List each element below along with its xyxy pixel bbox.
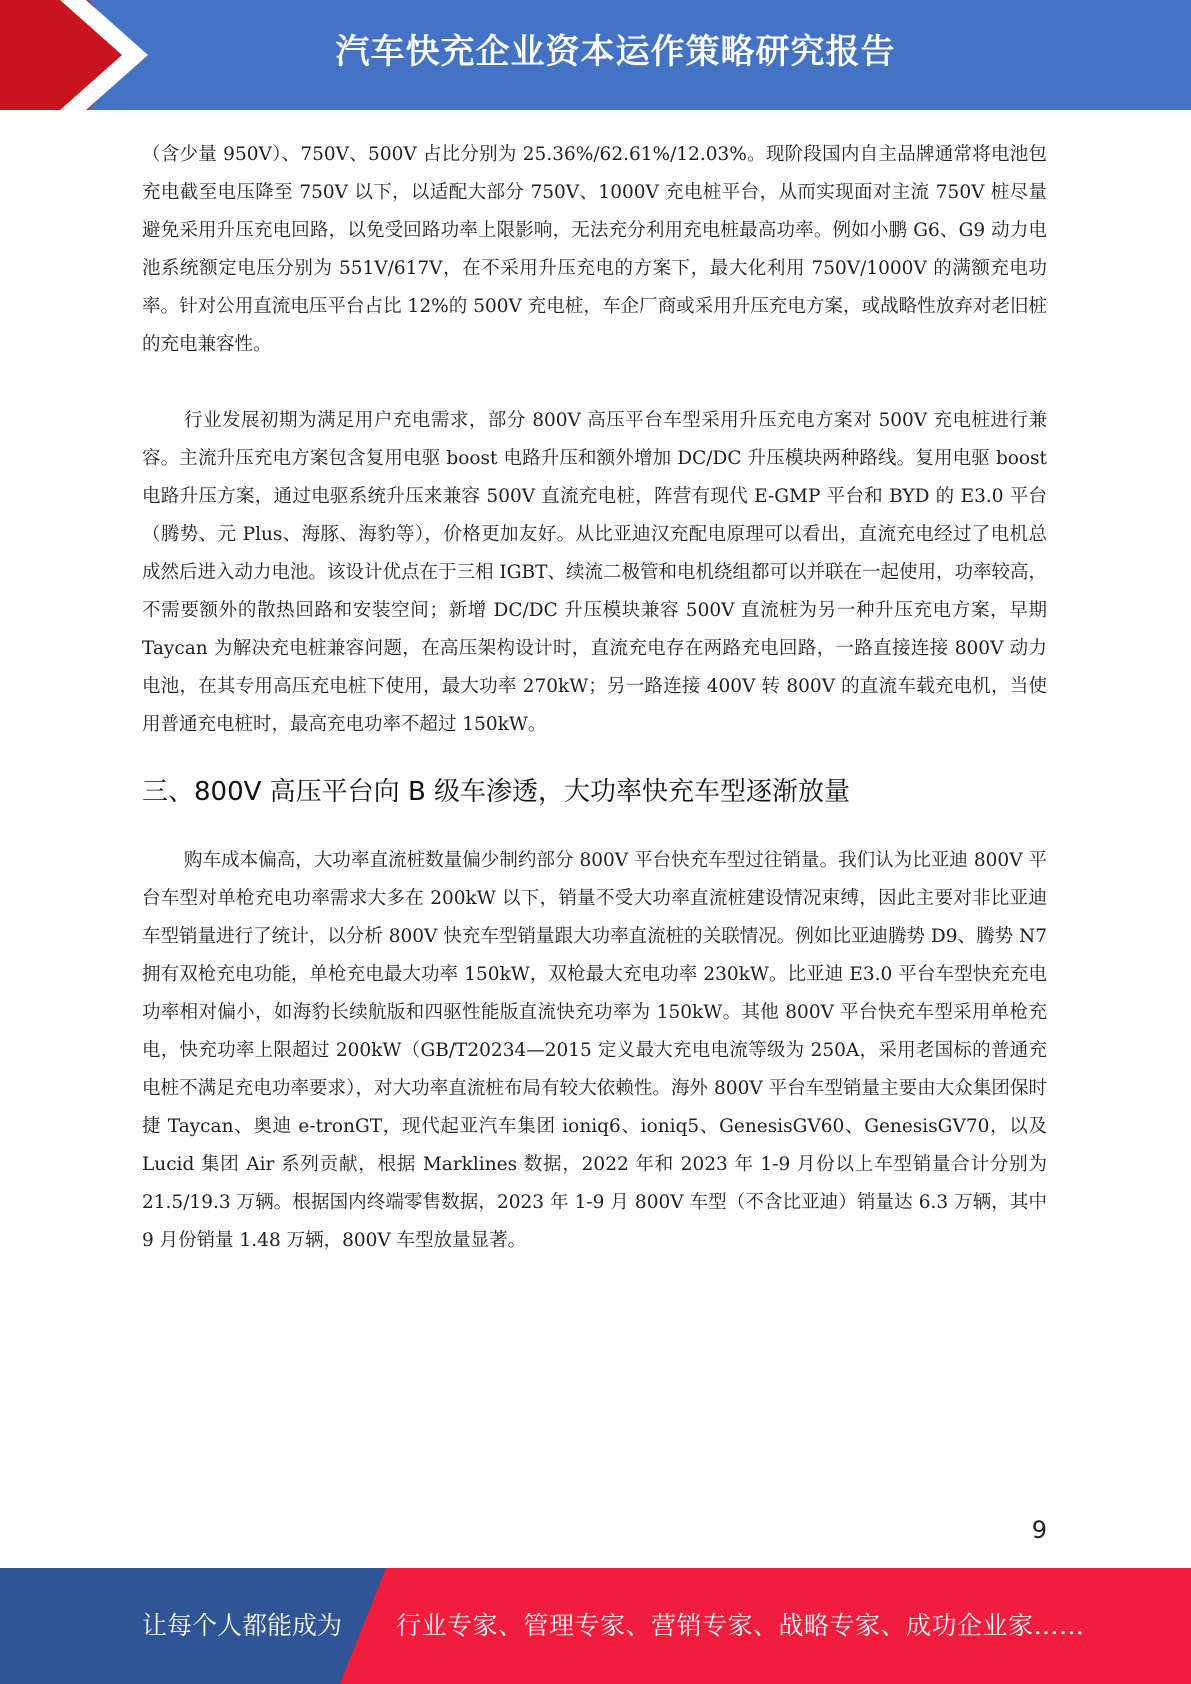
paragraph: 行业发展初期为满足用户充电需求，部分 800V 高压平台车型采用升压充电方案对 500V 充电桩进行兼容。主流升压充电方案包含复用电驱 boost 电路升压和额外增加 DC/DC 升压模块两种路线。复用电驱 boost 电路升压方案，通过电驱系统升压来兼容 500V 直流充电桩，阵营有现代 E-GMP 平台和 BYD 的 E3.0 平台（腾势、元 Plus、海豚、海豹等），价格更加友好。从比亚迪汉充配电原理可以看出，直流充电经过了电机总成然后进入动力电池。该设计优点在于三相 IGBT、续流二极管和电机绕组都可以并联在一起使用，功率较高，不需要额外的散热回路和安装空间；新增 DC/DC 升压模块兼容 500V 直流桩为另一种升压充电方案，早期 Taycan 为解决充电桩兼容问题，在高压架构设计时，直流充电存在两路充电回路，一路直接连接 800V 动力电池，在其专用高压充电桩下使用，最大功率 270kW；另一路连接 400V 转 800V 的直流车载充电机，当使用普通充电桩时，最高充电功率不超过 150kW。: [142, 410, 1047, 735]
page-footer: [0, 1568, 1191, 1684]
paragraph: （含少量 950V）、750V、500V 占比分别为 25.36%/62.61%/12.03%。现阶段国内自主品牌通常将电池包充电截至电压降至 750V 以下，以适配大部分 750V、1000V 充电桩平台，从而实现面对主流 750V 桩尽量避免采用升压充电回路，以免受回路功率上限影响，无法充分利用充电桩最高功率。例如小鹏 G6、G9 动力电池系统额定电压分别为 551V/617V，在不采用升压充电的方案下，最大化利用 750V/1000V 的满额充电功率。针对公用直流电压平台占比 12%的 500V 充电桩，车企厂商或采用升压充电方案，或战略性放弃对老旧桩的充电兼容性。: [142, 144, 1047, 355]
paragraph: 购车成本偏高，大功率直流桩数量偏少制约部分 800V 平台快充车型过往销量。我们认为比亚迪 800V 平台车型对单枪充电功率需求大多在 200kW 以下，销量不受大功率直流桩建设情况束缚，因此主要对非比亚迪车型销量进行了统计，以分析 800V 快充车型销量跟大功率直流桩的关联情况。例如比亚迪腾势 D9、腾势 N7 拥有双枪充电功能，单枪充电最大功率 150kW，双枪最大充电功率 230kW。比亚迪 E3.0 平台车型快充充电功率相对偏小，如海豹长续航版和四驱性能版直流快充功率为 150kW。其他 800V 平台快充车型采用单枪充电，快充功率上限超过 200kW（GB/T20234—2015 定义最大充电电流等级为 250A，采用老国标的普通充电桩不满足充电功率要求），对大功率直流桩布局有较大依赖性。海外 800V 平台车型销量主要由大众集团保时捷 Taycan、奥迪 e-tronGT，现代起亚汽车集团 ioniq6、ioniq5、GenesisGV60、GenesisGV70，以及 Lucid 集团 Air 系列贡献，根据 Marklines 数据，2022 年和 2023 年 1-9 月份以上车型销量合计分别为 21.5/19.3 万辆。根据国内终端零售数据，2023 年 1-9 月 800V 车型（不含比亚迪）销量达 6.3 万辆，其中 9 月份销量 1.48 万辆，800V 车型放量显著。: [142, 850, 1047, 1251]
page-number: 9: [1031, 1516, 1047, 1544]
footer-slogan-right: 行业专家、管理专家、营销专家、战略专家、成功企业家……: [396, 1611, 1085, 1640]
document-body: [142, 136, 1047, 1260]
footer-slogan-left: 让每个人都能成为: [142, 1611, 343, 1640]
report-title: 汽车快充企业资本运作策略研究报告: [335, 32, 896, 72]
section-heading: 三、800V 高压平台向 B 级车渗透，大功率快充车型逐渐放量: [142, 777, 851, 807]
page-header: [0, 0, 1191, 110]
paragraph-spacer: [142, 364, 1047, 402]
